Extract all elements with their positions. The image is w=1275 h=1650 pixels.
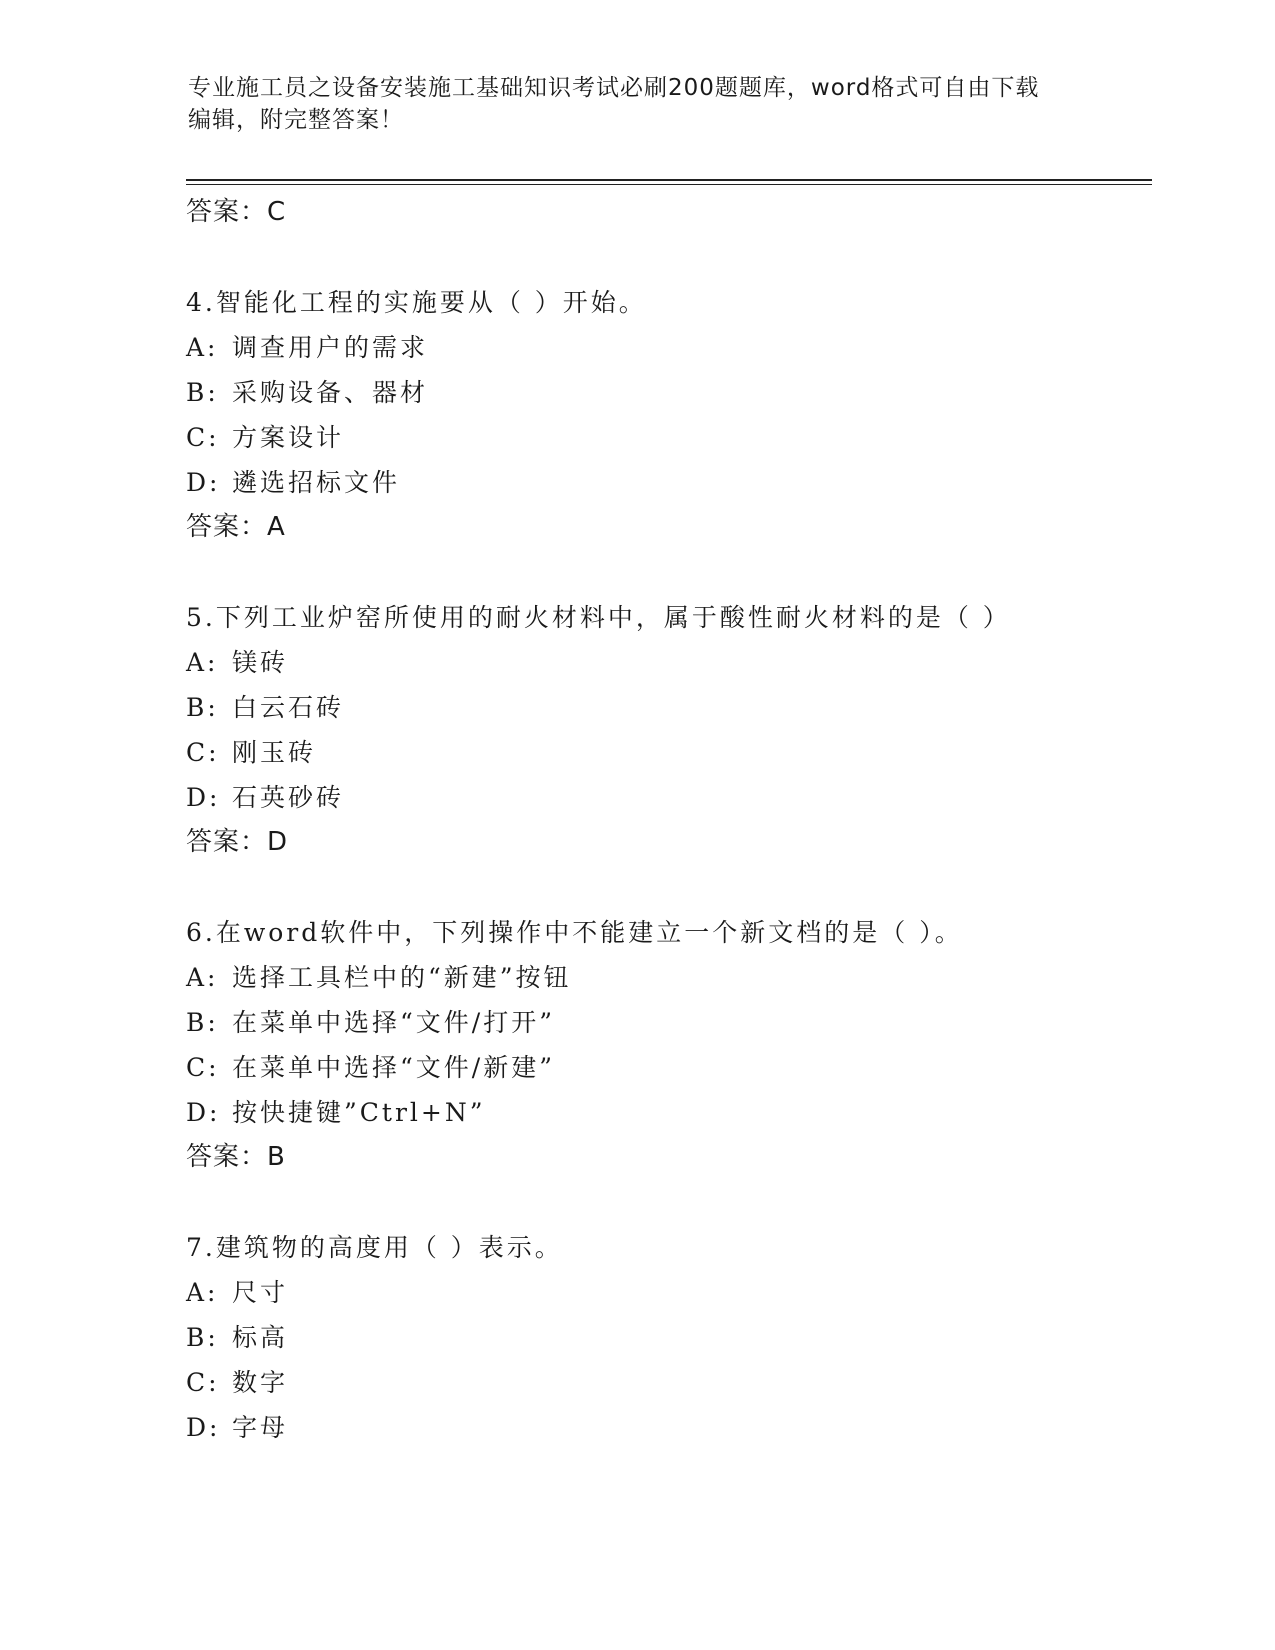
answer-option	[186, 460, 1146, 505]
option-text: 镁砖	[232, 648, 289, 677]
option-text: 选择工具栏中的“新建”按钮	[232, 963, 572, 992]
answer-option	[186, 1000, 1146, 1045]
answer-line: 答案：A	[186, 512, 286, 542]
answer-option	[186, 1405, 1146, 1450]
question-block	[186, 595, 1146, 865]
header-divider-thin	[186, 184, 1152, 185]
question-block	[186, 910, 1146, 1180]
option-letter: C:	[186, 1053, 220, 1082]
option-text: 字母	[232, 1413, 289, 1442]
question-stem: 4.智能化工程的实施要从（ ）开始。	[186, 288, 647, 317]
question-block	[186, 280, 1146, 550]
option-letter: A:	[186, 963, 219, 992]
option-letter: C:	[186, 1368, 220, 1397]
answer-option	[186, 415, 1146, 460]
answer-option	[186, 685, 1146, 730]
question-stem: 7.建筑物的高度用（ ）表示。	[186, 1233, 563, 1262]
answer-option	[186, 1090, 1146, 1135]
option-text: 在菜单中选择“文件/新建”	[232, 1053, 555, 1082]
question-list	[186, 190, 1146, 1450]
option-text: 标高	[232, 1323, 289, 1352]
option-letter: D:	[186, 1413, 221, 1442]
question-stem: 5.下列工业炉窑所使用的耐火材料中，属于酸性耐火材料的是（ ）	[186, 603, 1011, 632]
answer-option	[186, 640, 1146, 685]
option-letter: C:	[186, 423, 220, 452]
option-text: 调查用户的需求	[232, 333, 429, 362]
answer-line: 答案：C	[186, 197, 287, 227]
option-text: 尺寸	[232, 1278, 289, 1307]
answer-option	[186, 955, 1146, 1000]
option-text: 刚玉砖	[232, 738, 317, 767]
answer-option	[186, 370, 1146, 415]
answer-line: 答案：B	[186, 1142, 286, 1172]
option-letter: B:	[186, 1323, 219, 1352]
header-line-1: 专业施工员之设备安装施工基础知识考试必刷200题题库，word格式可自由下载	[188, 75, 1040, 101]
answer-option	[186, 1360, 1146, 1405]
header-line-2: 编辑，附完整答案！	[188, 107, 404, 133]
questions-container	[186, 280, 1146, 1450]
answer-option	[186, 775, 1146, 820]
question-block	[186, 1225, 1146, 1450]
option-letter: D:	[186, 783, 221, 812]
answer-option	[186, 325, 1146, 370]
option-letter: A:	[186, 648, 219, 677]
answer-option	[186, 1045, 1146, 1090]
option-letter: C:	[186, 738, 220, 767]
option-text: 在菜单中选择“文件/打开”	[232, 1008, 555, 1037]
answer-option	[186, 1270, 1146, 1315]
option-letter: A:	[186, 333, 219, 362]
document-header	[188, 72, 1088, 136]
option-text: 按快捷键”Ctrl+N”	[232, 1098, 486, 1127]
option-text: 采购设备、器材	[232, 378, 429, 407]
question-stem: 6.在word软件中，下列操作中不能建立一个新文档的是（ ）。	[186, 918, 963, 947]
header-divider	[186, 179, 1152, 181]
option-text: 方案设计	[232, 423, 345, 452]
option-text: 遴选招标文件	[232, 468, 401, 497]
option-text: 数字	[232, 1368, 289, 1397]
option-text: 白云石砖	[232, 693, 345, 722]
option-letter: B:	[186, 1008, 219, 1037]
answer-option	[186, 1315, 1146, 1360]
answer-option	[186, 730, 1146, 775]
option-letter: B:	[186, 693, 219, 722]
option-letter: B:	[186, 378, 219, 407]
answer-line: 答案：D	[186, 827, 289, 857]
option-letter: D:	[186, 1098, 221, 1127]
option-letter: A:	[186, 1278, 219, 1307]
option-text: 石英砂砖	[232, 783, 345, 812]
option-letter: D:	[186, 468, 221, 497]
